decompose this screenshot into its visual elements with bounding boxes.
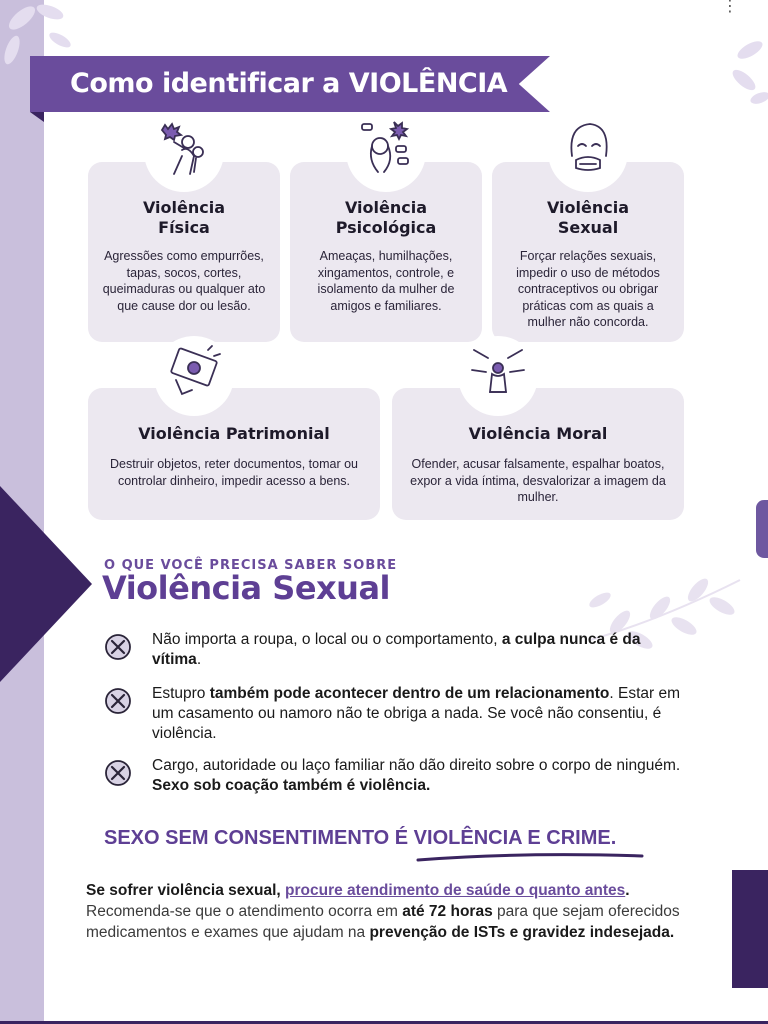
card-title-line2: Sexual [557, 218, 619, 237]
list-item [100, 682, 680, 746]
card-violencia-moral [392, 388, 684, 520]
slogan-underline [412, 848, 652, 868]
card-description: Ofender, acusar falsamente, espalhar boatos, expor a vida íntima, desvalorizar a imagem da mulher. [410, 457, 666, 504]
card-title: Violência Patrimonial [138, 424, 330, 443]
card-title-line2: Psicológica [335, 218, 437, 237]
list-item-text: Cargo, autoridade ou laço familiar não dão direito sobre o corpo de ninguém. Sexo sob coação também é violência. [152, 757, 681, 794]
card-title: Violência Moral [468, 424, 608, 443]
kebab-menu-icon[interactable]: ⋮ [722, 0, 738, 15]
physical-violence-icon [144, 112, 224, 192]
list-item [100, 628, 680, 672]
list-item [100, 754, 680, 798]
cross-circle-icon [102, 684, 134, 716]
sexual-violence-icon [548, 112, 628, 192]
section-kicker: O QUE VOCÊ PRECISA SABER SOBRE [104, 558, 398, 573]
card-title-line1: Violência [142, 198, 226, 217]
page-title: Como identificar a VIOLÊNCIA [70, 68, 508, 99]
psychological-violence-icon [346, 112, 426, 192]
card-title-line1: Violência [546, 198, 630, 217]
slogan: SEXO SEM CONSENTIMENTO É VIOLÊNCIA E CRIME. [104, 827, 617, 849]
cross-circle-icon [102, 756, 134, 788]
section-title: Violência Sexual [102, 569, 391, 607]
moral-violence-icon [458, 336, 538, 416]
cross-circle-icon [102, 630, 134, 662]
card-description: Forçar relações sexuais, impedir o uso de métodos contraceptivos ou obrigar práticas com as quais a mulher não concorda. [516, 249, 660, 329]
right-decorative-tab [756, 500, 768, 558]
right-decorative-block [732, 870, 768, 988]
title-ribbon-fold [30, 112, 44, 122]
final-paragraph: Se sofrer violência sexual, procure atendimento de saúde o quanto antes. Recomenda-se que o atendimento ocorra em até 72 horas para que sejam oferecidos medicamentos e exames que ajudam na prevenção de ISTs e gravidez indesejada. [86, 882, 680, 941]
card-violencia-patrimonial [88, 388, 380, 520]
card-description: Destruir objetos, reter documentos, tomar ou controlar dinheiro, impedir acesso a bens. [109, 457, 359, 488]
list-item-text: Estupro também pode acontecer dentro de um relacionamento. Estar em um casamento ou namoro não te obriga a nada. Se você não consentiu, é violência. [152, 685, 681, 742]
leaves-top-right-icon [700, 30, 768, 110]
health-care-link[interactable]: procure atendimento de saúde o quanto antes [285, 882, 626, 899]
list-item-text: Não importa a roupa, o local ou o comportamento, a culpa nunca é da vítima. [152, 631, 641, 668]
left-decorative-triangle [0, 486, 92, 682]
patrimonial-violence-icon [154, 336, 234, 416]
card-description: Agressões como empurrões, tapas, socos, cortes, queimaduras ou qualquer ato que cause dor ou lesão. [102, 249, 266, 313]
card-description: Ameaças, humilhações, xingamentos, controle, e isolamento da mulher de amigos e familiares. [317, 249, 455, 313]
card-title-line2: Física [158, 218, 210, 237]
card-title-line1: Violência [344, 198, 428, 217]
